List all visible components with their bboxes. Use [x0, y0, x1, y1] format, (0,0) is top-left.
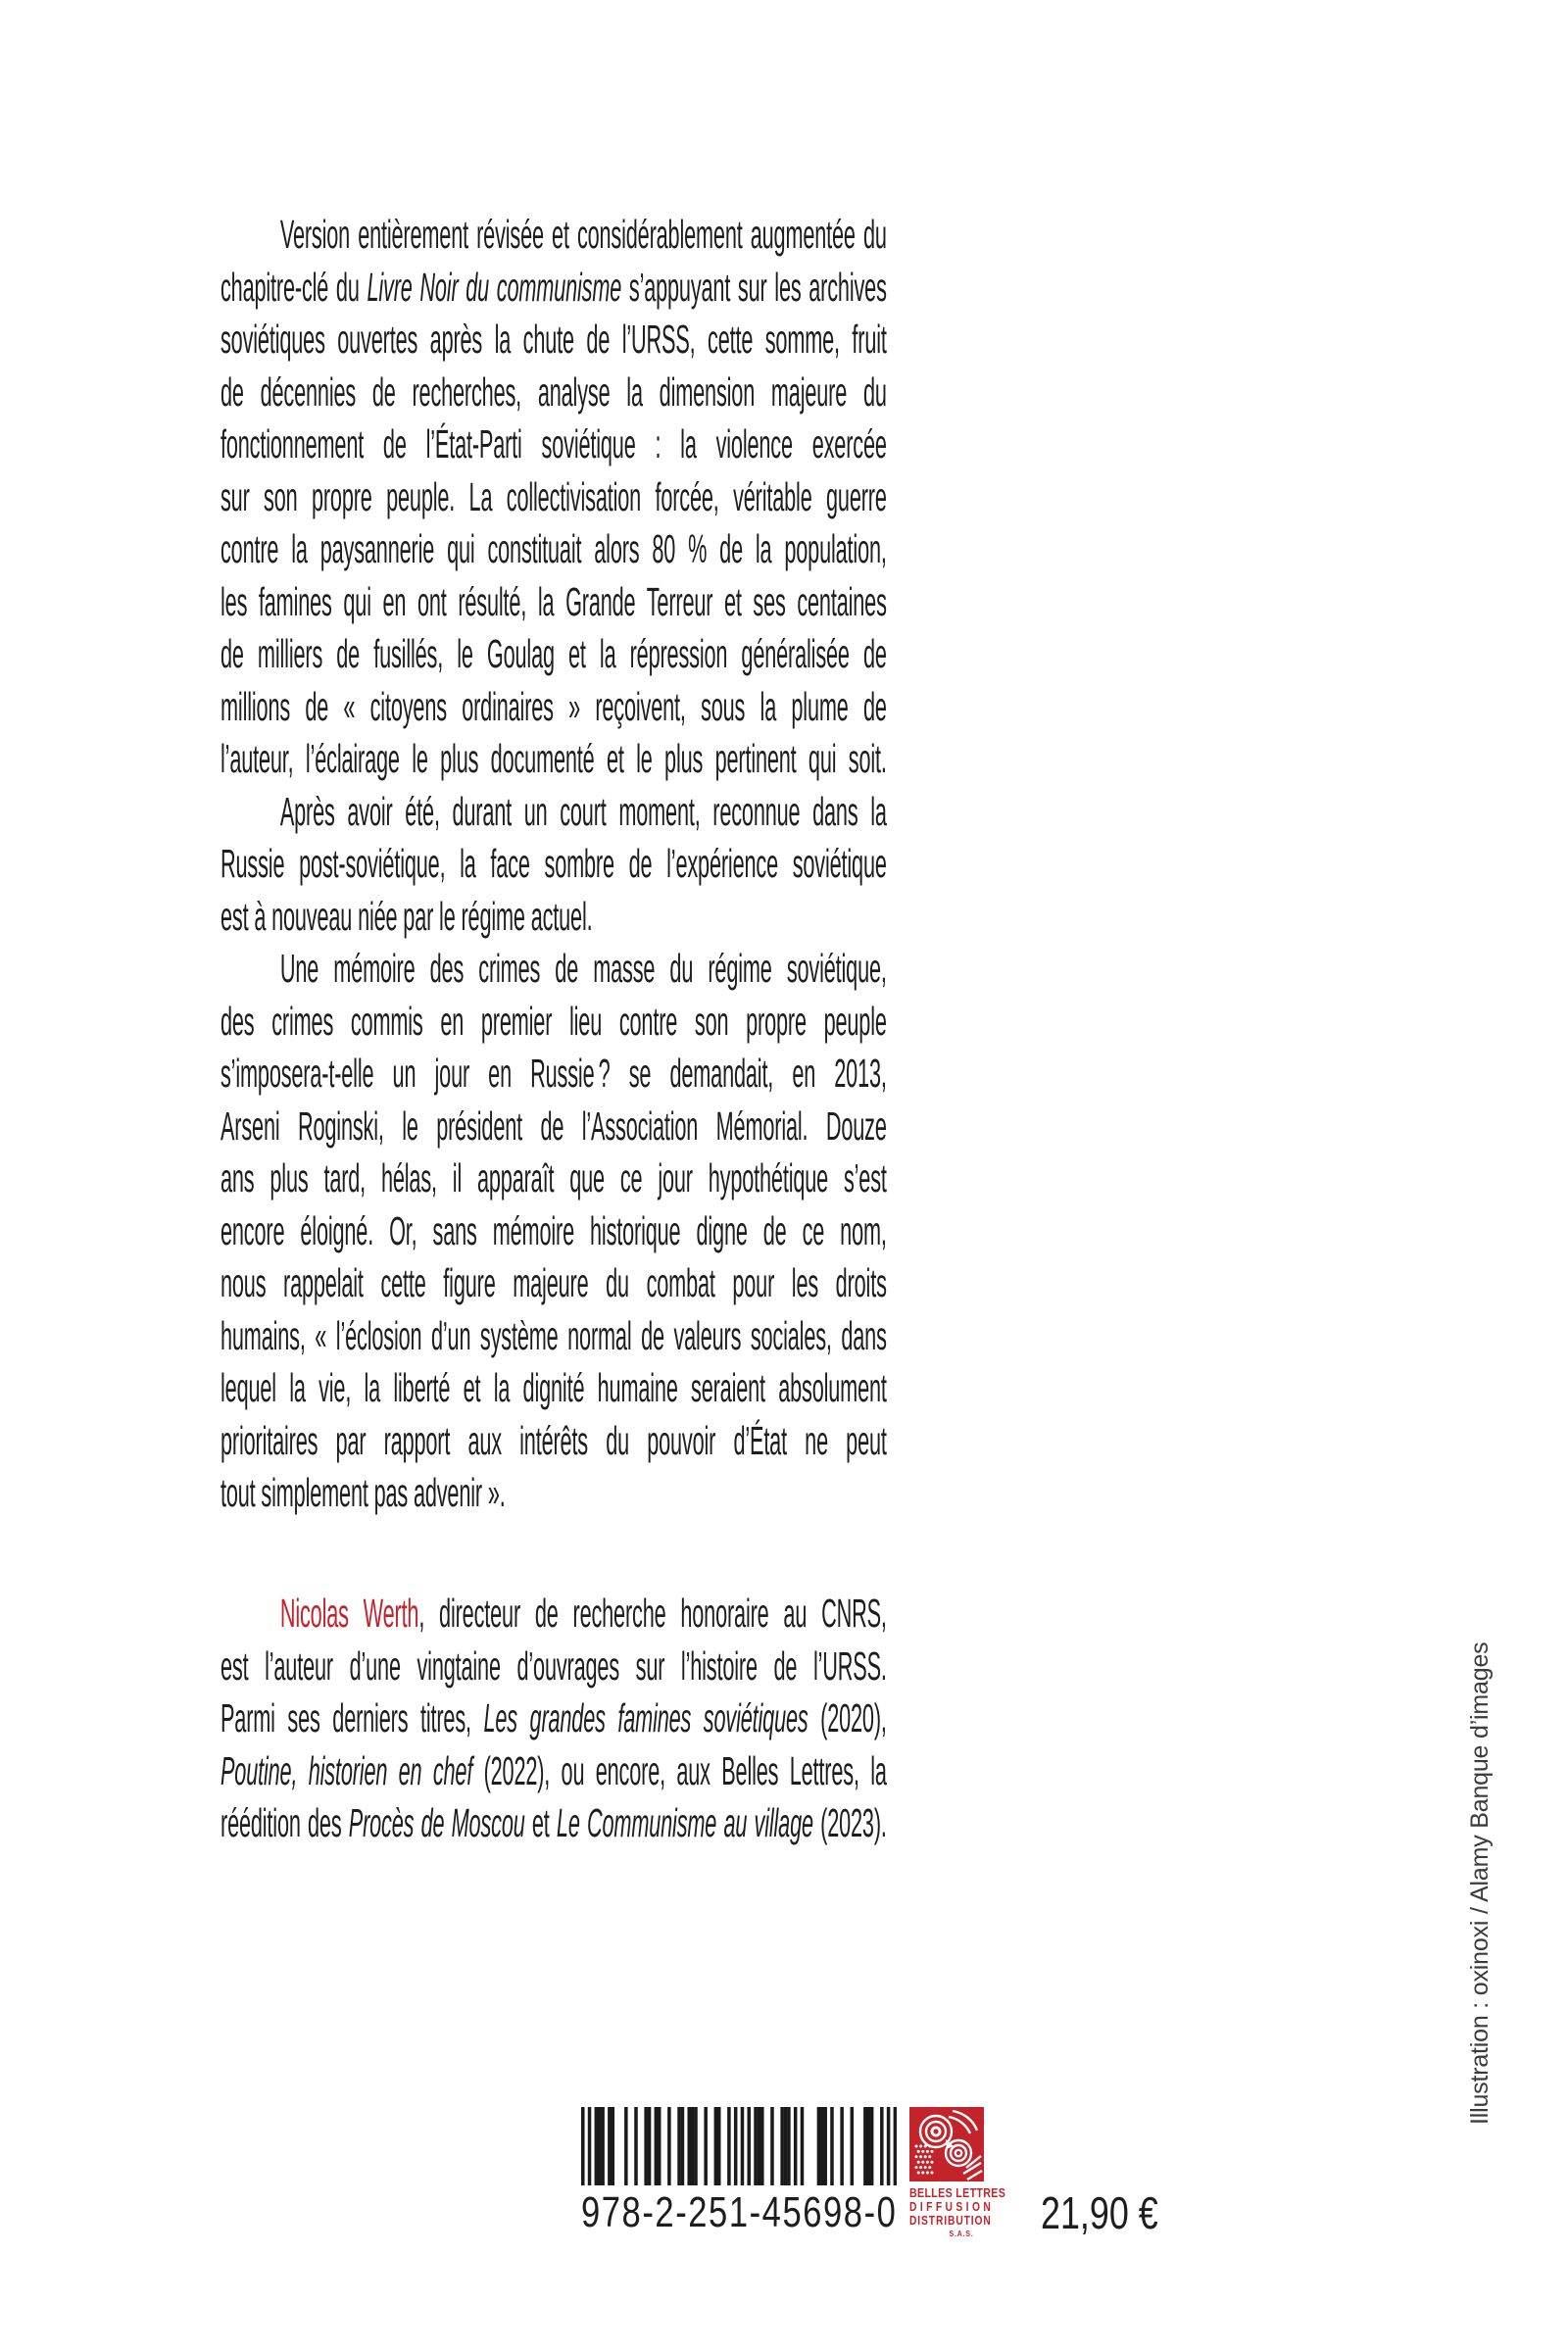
publisher-line-4: S.A.S.	[949, 2229, 974, 2238]
isbn-number: 978-2-251-45698-0	[581, 2188, 898, 2236]
text-line: soviétiques ouvertes après la chute de l’URSS, cette somme, fruit	[220, 317, 887, 362]
publisher-wordmark	[909, 2185, 1006, 2238]
text-line: tout simplement pas advenir ».	[220, 1470, 506, 1515]
text-line: des crimes commis en premier lieu contre son propre peuple	[220, 998, 887, 1044]
author-name: Nicolas Werth	[279, 1591, 419, 1636]
price-wrap	[1041, 2186, 1171, 2239]
text-line: Une mémoire des crimes de masse du régime soviétique,	[279, 946, 887, 991]
text-line: Parmi ses derniers titres, Les grandes famines soviétiques (2020),	[220, 1695, 887, 1740]
text-line: encore éloigné. Or, sans mémoire historique digne de ce nom,	[220, 1207, 887, 1253]
publisher-line-1: BELLES LETTRES	[909, 2185, 1006, 2200]
text-line: millions de « citoyens ordinaires » reçoivent, sous la plume de	[220, 683, 887, 729]
text-line: de décennies de recherches, analyse la dimension majeure du	[220, 368, 887, 415]
price: 21,90 €	[1041, 2187, 1158, 2238]
text-line: les famines qui en ont résulté, la Grande Terreur et ses centaines	[220, 578, 887, 624]
text-line: lequel la vie, la liberté et la dignité humaine seraient absolument	[220, 1365, 887, 1410]
publisher-line-2: DIFFUSION	[909, 2200, 995, 2214]
text-line: prioritaires par rapport aux intérêts du pouvoir d’État ne peut	[220, 1417, 887, 1463]
ean-barcode	[581, 2107, 897, 2185]
text-line: fonctionnement de l’État-Parti soviétique : la violence exercée	[220, 421, 887, 466]
isbn-wrap	[581, 2188, 897, 2237]
text-line: Nicolas Werth, directeur de recherche honoraire au CNRS,	[279, 1591, 887, 1636]
text-line: ans plus tard, hélas, il apparaît que ce jour hypothétique s’est	[220, 1155, 887, 1200]
publisher-logo	[909, 2107, 984, 2181]
text-line: Après avoir été, durant un court moment, reconnue dans la	[279, 788, 887, 834]
text-line: Poutine, historien en chef (2022), ou encore, aux Belles Lettres, la	[220, 1747, 887, 1793]
publisher-line-3: DISTRIBUTION	[909, 2214, 992, 2228]
text-line: chapitre-clé du Livre Noir du communisme s’appuyant sur les archives	[220, 264, 887, 310]
text-line: s’imposera-t-elle un jour en Russie ? se demandait, en 2013,	[220, 1051, 887, 1096]
text-line: sur son propre peuple. La collectivisation forcée, véritable guerre	[220, 473, 887, 519]
text-line: réédition des Procès de Moscou et Le Communisme au village (2023).	[220, 1800, 887, 1845]
author-bio	[220, 1588, 887, 1850]
text-line: contre la paysannerie qui constituait alors 80 % de la population,	[220, 526, 887, 571]
text-line: Version entièrement révisée et considérablement augmentée du	[279, 212, 887, 257]
text-line: l’auteur, l’éclairage le plus documenté et le plus pertinent qui soit.	[220, 736, 887, 781]
text-line: Russie post-soviétique, la face sombre de l’expérience soviétique	[220, 841, 887, 886]
text-line: est l’auteur d’une vingtaine d’ouvrages sur l’histoire de l’URSS.	[220, 1642, 887, 1689]
text-line: de milliers de fusillés, le Goulag et la répression généralisée de	[220, 631, 887, 676]
text-line: nous rappelait cette figure majeure du combat pour les droits	[220, 1260, 887, 1305]
text-line: humains, « l’éclosion d’un système normal de valeurs sociales, dans	[220, 1312, 887, 1358]
illustration-credit: Illustration : oxinoxi / Alamy Banque d’images	[1466, 1642, 1494, 2125]
text-line: Arseni Roginski, le président de l’Association Mémorial. Douze	[220, 1102, 887, 1149]
owl-logo-icon	[909, 2107, 984, 2181]
back-cover-blurb	[220, 209, 887, 1520]
text-line: est à nouveau niée par le régime actuel.	[220, 893, 593, 939]
